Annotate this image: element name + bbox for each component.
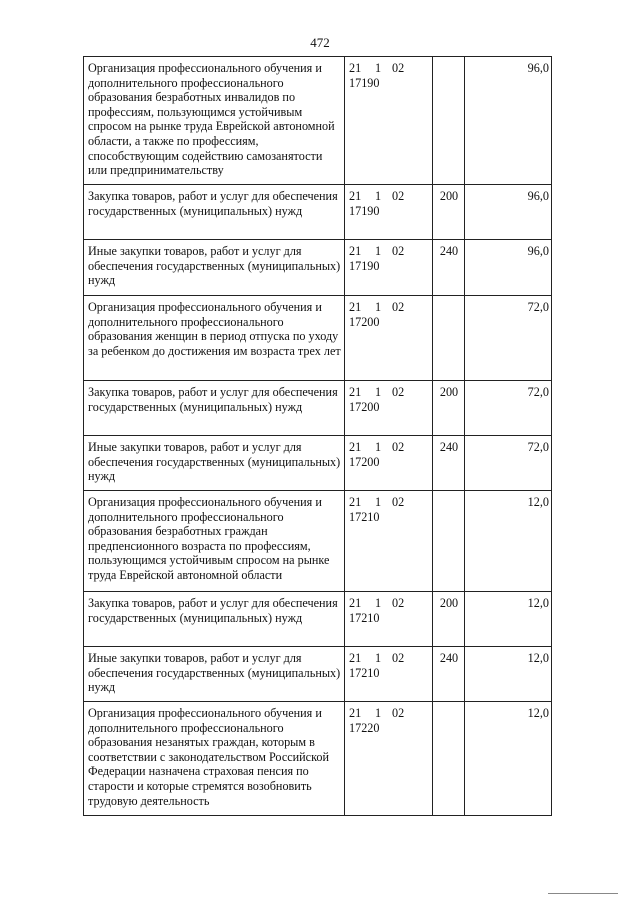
expense-type-code: 200: [432, 592, 464, 647]
section-code: 1: [375, 61, 382, 75]
amount: 12,0: [464, 702, 552, 816]
table-row: [84, 702, 552, 816]
page-number: 472: [310, 35, 330, 50]
table-row: [84, 240, 552, 296]
expense-type-code: 240: [432, 647, 464, 702]
program-code: 21: [349, 495, 362, 509]
amount: 12,0: [464, 491, 552, 592]
section-code: 1: [375, 385, 382, 399]
item-code: 17200: [349, 454, 380, 469]
program-code: 21: [349, 706, 362, 720]
program-code: 21: [349, 244, 362, 258]
subsection-code: 02: [392, 495, 405, 509]
table-row: [84, 381, 552, 436]
program-code: 21: [349, 189, 362, 203]
amount: 72,0: [464, 296, 552, 381]
section-code: 1: [375, 440, 382, 454]
row-description: Организация профессионального обучения и дополнительного профессионального образования безработных инвалидов по профессиям, пользующимся устойчивым спросом на рынке труда Еврейской автономной области, а также по профессиям, способствующим содействию самозанятости или предпринимательству: [84, 57, 345, 185]
expense-type-code: 240: [432, 240, 464, 296]
row-classification-code: [345, 381, 433, 436]
row-description: Закупка товаров, работ и услуг для обеспечения государственных (муниципальных) нужд: [84, 592, 345, 647]
program-code: 21: [349, 440, 362, 454]
subsection-code: 02: [392, 300, 405, 314]
item-code: 17190: [349, 258, 380, 273]
amount: 72,0: [464, 381, 552, 436]
row-classification-code: [345, 702, 433, 816]
item-code: 17210: [349, 665, 380, 680]
subsection-code: 02: [392, 706, 405, 720]
amount: 72,0: [464, 436, 552, 491]
budget-table: [83, 56, 552, 816]
expense-type-code: [432, 491, 464, 592]
table-row: [84, 296, 552, 381]
row-description: Иные закупки товаров, работ и услуг для обеспечения государственных (муниципальных) нужд: [84, 436, 345, 491]
section-code: 1: [375, 189, 382, 203]
row-classification-code: [345, 491, 433, 592]
item-code: 17210: [349, 610, 380, 625]
section-code: 1: [375, 706, 382, 720]
program-code: 21: [349, 385, 362, 399]
subsection-code: 02: [392, 651, 405, 665]
row-description: Организация профессионального обучения и дополнительного профессионального образования женщин в период отпуска по уходу за ребенком до достижения им возраста трех лет: [84, 296, 345, 381]
row-classification-code: [345, 436, 433, 491]
section-code: 1: [375, 596, 382, 610]
program-code: 21: [349, 300, 362, 314]
row-description: Организация профессионального обучения и дополнительного профессионального образования безработных граждан предпенсионного возраста по профессиям, пользующимся устойчивым спросом на рынке труда Еврейской автономной области: [84, 491, 345, 592]
footer-divider: [548, 893, 618, 894]
amount: 96,0: [464, 240, 552, 296]
amount: 96,0: [464, 185, 552, 240]
row-classification-code: [345, 57, 433, 185]
row-description: Закупка товаров, работ и услуг для обеспечения государственных (муниципальных) нужд: [84, 381, 345, 436]
row-classification-code: [345, 592, 433, 647]
expense-type-code: 200: [432, 381, 464, 436]
subsection-code: 02: [392, 385, 405, 399]
subsection-code: 02: [392, 244, 405, 258]
budget-table-body: [84, 57, 552, 816]
program-code: 21: [349, 651, 362, 665]
section-code: 1: [375, 244, 382, 258]
row-classification-code: [345, 296, 433, 381]
item-code: 17190: [349, 75, 380, 90]
item-code: 17190: [349, 203, 380, 218]
row-description: Иные закупки товаров, работ и услуг для обеспечения государственных (муниципальных) нужд: [84, 240, 345, 296]
table-row: [84, 436, 552, 491]
subsection-code: 02: [392, 440, 405, 454]
expense-type-code: [432, 296, 464, 381]
table-row: [84, 592, 552, 647]
expense-type-code: 200: [432, 185, 464, 240]
table-row: [84, 647, 552, 702]
subsection-code: 02: [392, 596, 405, 610]
expense-type-code: [432, 57, 464, 185]
item-code: 17200: [349, 314, 380, 329]
row-description: Иные закупки товаров, работ и услуг для обеспечения государственных (муниципальных) нужд: [84, 647, 345, 702]
row-classification-code: [345, 240, 433, 296]
section-code: 1: [375, 651, 382, 665]
subsection-code: 02: [392, 61, 405, 75]
item-code: 17200: [349, 399, 380, 414]
expense-type-code: 240: [432, 436, 464, 491]
row-description: Организация профессионального обучения и дополнительного профессионального образования незанятых граждан, которым в соответствии с законодательством Российской Федерации назначена страховая пенсия по старости и которые стремятся возобновить трудовую деятельность: [84, 702, 345, 816]
expense-type-code: [432, 702, 464, 816]
table-row: [84, 185, 552, 240]
table-row: [84, 57, 552, 185]
section-code: 1: [375, 300, 382, 314]
row-classification-code: [345, 647, 433, 702]
item-code: 17210: [349, 509, 380, 524]
table-row: [84, 491, 552, 592]
section-code: 1: [375, 495, 382, 509]
amount: 96,0: [464, 57, 552, 185]
item-code: 17220: [349, 720, 380, 735]
program-code: 21: [349, 596, 362, 610]
row-description: Закупка товаров, работ и услуг для обеспечения государственных (муниципальных) нужд: [84, 185, 345, 240]
amount: 12,0: [464, 647, 552, 702]
row-classification-code: [345, 185, 433, 240]
amount: 12,0: [464, 592, 552, 647]
program-code: 21: [349, 61, 362, 75]
subsection-code: 02: [392, 189, 405, 203]
